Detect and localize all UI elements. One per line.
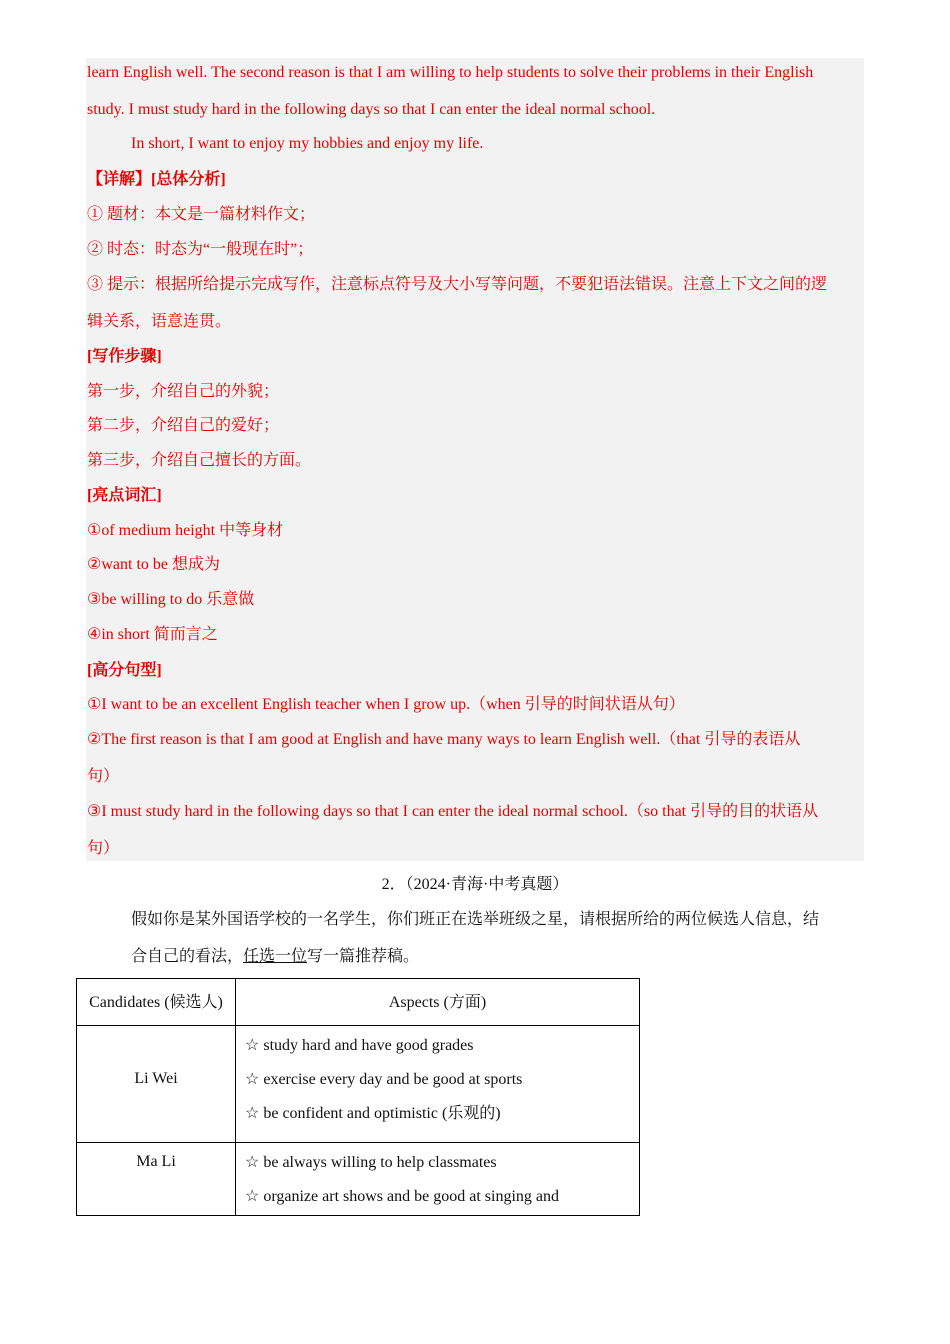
sentence-item: ②The first reason is that I am good at English and have many ways to learn English well.（that 引导的表语从 (87, 731, 801, 748)
sentence-item: ①I want to be an excellent English teacher when I grow up.（when 引导的时间状语从句） (87, 696, 685, 713)
sentence-item: 句） (87, 768, 120, 785)
vocab-item: ①of medium height 中等身材 (87, 522, 284, 539)
question-text-post: 写一篇推荐稿。 (307, 948, 420, 965)
analysis-item: ① 题材：本文是一篇材料作文； (87, 206, 316, 223)
step-item: 第二步，介绍自己的爱好； (87, 417, 280, 434)
sentence-item: ③I must study hard in the following days so that I can enter the ideal normal school.（so that 引导的目的状语从 (87, 803, 819, 820)
step-item: 第三步，介绍自己擅长的方面。 (87, 452, 312, 469)
answer-line: study. I must study hard in the following days so that I can enter the ideal normal school. (87, 101, 656, 118)
answer-line: learn English well. The second reason is that I am willing to help students to solve their problems in their English (87, 64, 814, 81)
vocab-item: ③be willing to do 乐意做 (87, 591, 255, 608)
aspect-item: ☆ be always willing to help classmates (245, 1154, 497, 1171)
aspect-item: ☆ organize art shows and be good at singing and (245, 1188, 559, 1205)
table-row (77, 1026, 640, 1143)
table-row (77, 1143, 640, 1216)
analysis-title: 【详解】[总体分析] (87, 171, 226, 188)
header-candidates: Candidates (候选人) (77, 979, 236, 1026)
question-text: 假如你是某外国语学校的一名学生，你们班正在选举班级之星，请根据所给的两位候选人信息，结 (131, 911, 820, 928)
vocab-item: ④in short 简而言之 (87, 626, 218, 643)
question-text-pre: 合自己的看法， (131, 948, 244, 965)
question-text (131, 947, 419, 967)
aspect-item: ☆ exercise every day and be good at sports (245, 1071, 523, 1088)
question-text-underlined: 任选一位 (243, 948, 308, 965)
candidates-table (76, 978, 640, 1216)
analysis-item: ③ 提示：根据所给提示完成写作，注意标点符号及大小写等问题，不要犯语法错误。注意上下文之间的逻 (87, 276, 828, 293)
vocab-title: [亮点词汇] (87, 487, 162, 504)
analysis-item: 辑关系，语意连贯。 (87, 313, 232, 330)
sentence-item: 句） (87, 840, 120, 857)
candidate-name: Ma Li (136, 1153, 176, 1170)
candidate-name: Li Wei (134, 1070, 178, 1087)
analysis-item: ② 时态：时态为“一般现在时”； (87, 241, 314, 258)
steps-title: [写作步骤] (87, 348, 162, 365)
table-header-row (77, 979, 640, 1026)
sentences-title: [高分句型] (87, 662, 162, 679)
answer-line: In short, I want to enjoy my hobbies and enjoy my life. (131, 135, 484, 152)
step-item: 第一步，介绍自己的外貌； (87, 383, 280, 400)
aspect-item: ☆ be confident and optimistic (乐观的) (245, 1105, 501, 1122)
question-header: 2．（2024·青海·中考真题） (381, 876, 569, 893)
header-aspects: Aspects (方面) (236, 979, 640, 1026)
aspect-item: ☆ study hard and have good grades (245, 1037, 474, 1054)
vocab-item: ②want to be 想成为 (87, 556, 220, 573)
